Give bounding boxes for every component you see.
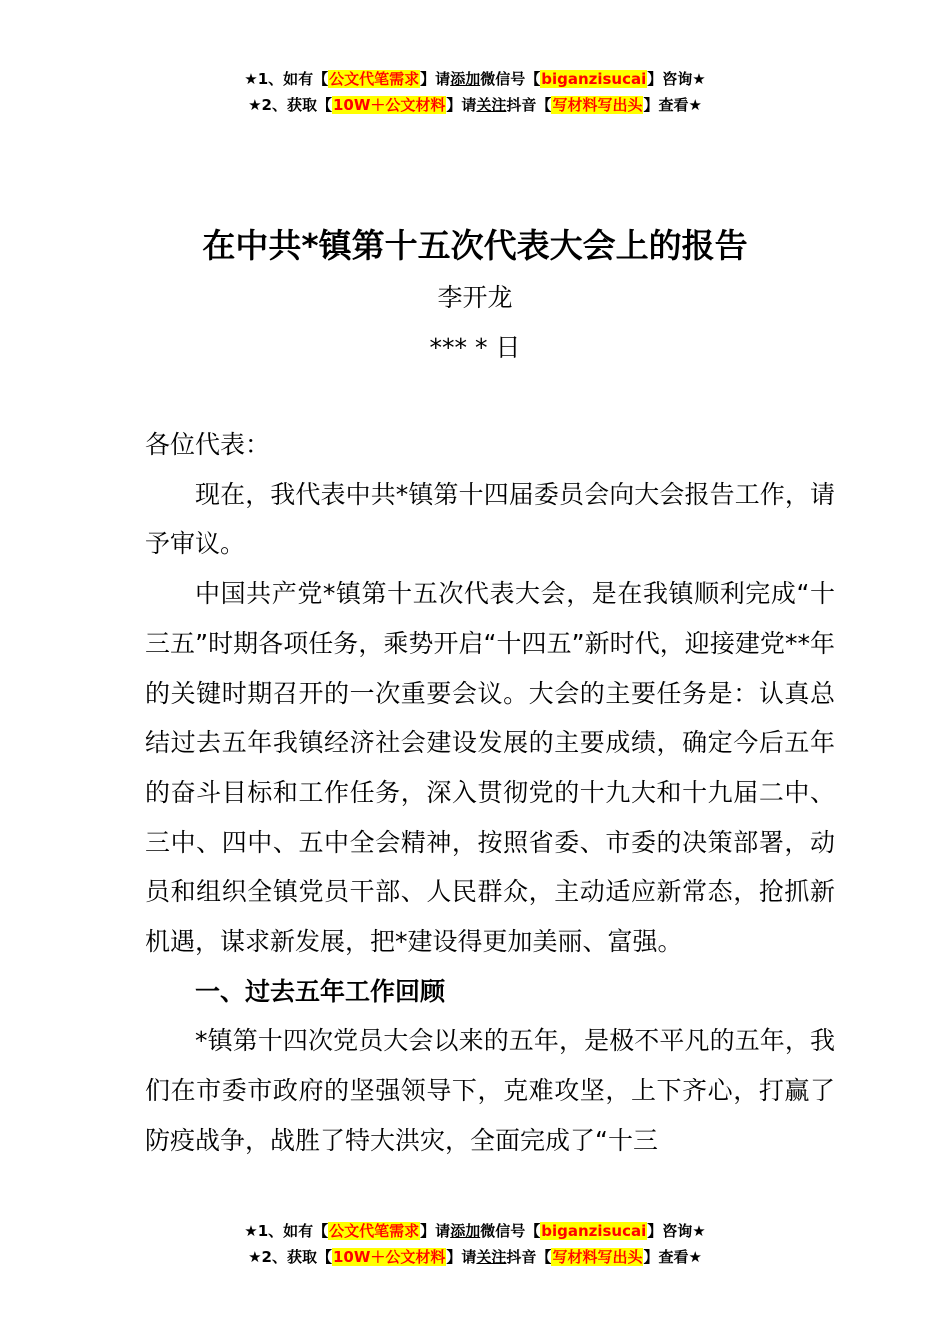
footer-line-1: ★1、如有【公文代笔需求】请添加微信号【biganzisucai】咨询★ bbox=[244, 1222, 706, 1240]
banner-line-2: ★2、获取【10W＋公文材料】请关注抖音【写材料写出头】查看★ bbox=[248, 96, 702, 114]
highlight-douyin-id: 写材料写出头 bbox=[552, 96, 643, 114]
footer-banner bbox=[0, 1218, 950, 1270]
highlight-service: 公文代笔需求 bbox=[329, 1222, 420, 1240]
document-author: 李开龙 bbox=[437, 283, 513, 312]
document-date: *** * 日 bbox=[429, 333, 521, 362]
highlight-service: 公文代笔需求 bbox=[329, 70, 420, 88]
header-banner bbox=[0, 66, 950, 118]
highlight-wechat-id: biganzisucai bbox=[541, 1222, 647, 1240]
salutation: 各位代表： bbox=[145, 430, 271, 459]
paragraph-2: 中国共产党*镇第十五次代表大会，是在我镇顺利完成“十三五”时期各项任务，乘势开启“十四五”新时代，迎接建党**年的关键时期召开的一次重要会议。大会的主要任务是：认真总结过去五年我镇经济社会建设发展的主要成绩，确定今后五年的奋斗目标和工作任务，深入贯彻党的十九大和十九届二中、三中、四中、五中全会精神，按照省委、市委的决策部署，动员和组织全镇党员干部、人民群众，主动适应新常态，抢抓新机遇，谋求新发展，把*建设得更加美丽、富强。 bbox=[145, 579, 835, 957]
paragraph-1: 现在，我代表中共*镇第十四届委员会向大会报告工作，请予审议。 bbox=[145, 479, 835, 559]
highlight-materials: 10W＋公文材料 bbox=[332, 96, 446, 114]
paragraph-3: *镇第十四次党员大会以来的五年，是极不平凡的五年，我们在市委市政府的坚强领导下，克难攻坚，上下齐心，打赢了防疫战争，战胜了特大洪灾，全面完成了“十三 bbox=[145, 1026, 835, 1155]
highlight-wechat-id: biganzisucai bbox=[541, 70, 647, 88]
banner-line-1: ★1、如有【公文代笔需求】请添加微信号【biganzisucai】咨询★ bbox=[244, 70, 706, 88]
footer-line-2: ★2、获取【10W＋公文材料】请关注抖音【写材料写出头】查看★ bbox=[248, 1248, 702, 1266]
document-title: 在中共*镇第十五次代表大会上的报告 bbox=[202, 226, 748, 265]
highlight-materials: 10W＋公文材料 bbox=[332, 1248, 446, 1266]
section-heading: 一、过去五年工作回顾 bbox=[195, 976, 446, 1006]
document-body bbox=[145, 420, 835, 1166]
highlight-douyin-id: 写材料写出头 bbox=[552, 1248, 643, 1266]
